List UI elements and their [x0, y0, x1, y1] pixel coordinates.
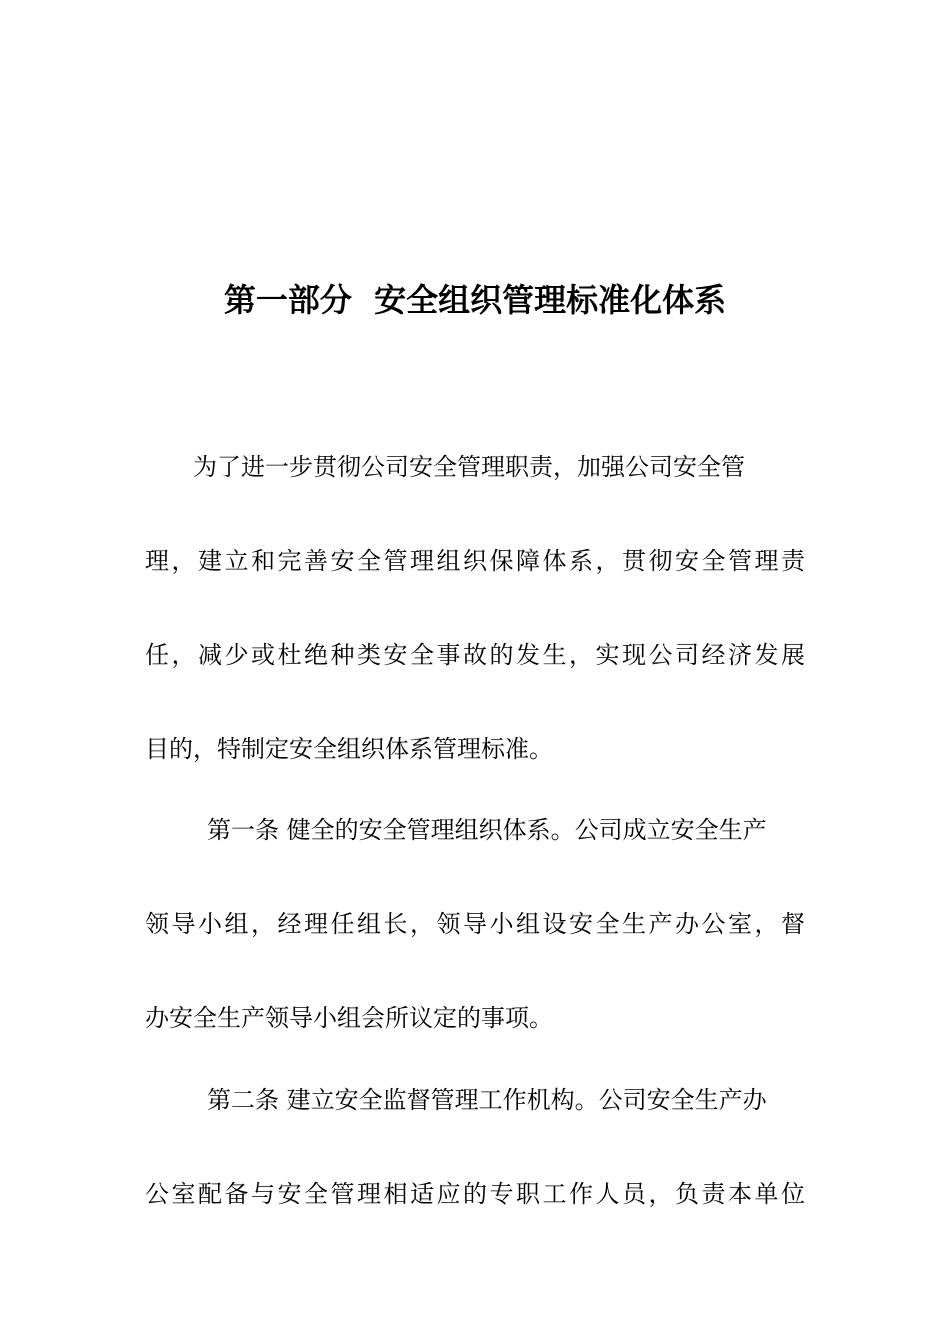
- paragraph-line: 任，减少或杜绝种类安全事故的发生，实现公司经济发展: [145, 641, 805, 669]
- article-line: 办安全生产领导小组会所议定的事项。: [145, 1004, 553, 1032]
- paragraph-line: 目的，特制定安全组织体系管理标准。: [145, 735, 553, 763]
- paragraph-line: 为了进一步贯彻公司安全管理职责，加强公司安全管: [193, 453, 745, 481]
- article-line: 第二条 建立安全监督管理工作机构。公司安全生产办: [207, 1086, 767, 1114]
- paragraph-line: 理，建立和完善安全管理组织保障体系，贯彻安全管理责: [145, 547, 805, 575]
- page-title: 第一部分 安全组织管理标准化体系: [223, 281, 727, 319]
- article-line: 公室配备与安全管理相适应的专职工作人员，负责本单位: [145, 1180, 805, 1208]
- article-line: 第一条 健全的安全管理组织体系。公司成立安全生产: [207, 816, 767, 844]
- article-line: 领导小组，经理任组长，领导小组设安全生产办公室，督: [145, 910, 805, 938]
